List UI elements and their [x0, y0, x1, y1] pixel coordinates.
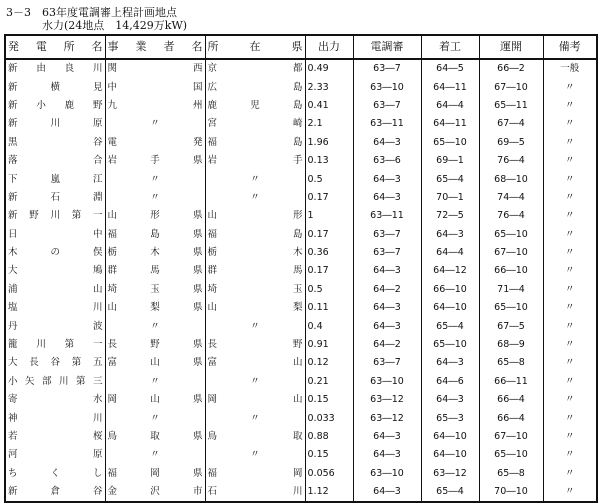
operation-date: 74―4	[479, 189, 543, 207]
table-row	[5, 134, 597, 152]
station-name: 籠川第一	[5, 336, 105, 354]
station-name: 新倉谷	[5, 483, 105, 502]
prefecture: 岩手	[205, 152, 305, 170]
operator-name: 福島県	[105, 226, 205, 244]
remarks: 〃	[543, 281, 597, 299]
operator-name: 金沢市	[105, 483, 205, 502]
output-value: 0.056	[305, 465, 353, 483]
operation-date: 65―10	[479, 446, 543, 464]
plan-table	[4, 34, 598, 503]
operation-date: 68―9	[479, 336, 543, 354]
table-row	[5, 281, 597, 299]
table-caption-number: 3－3 63年度電調審上程計画地点	[6, 6, 177, 19]
output-value: 0.11	[305, 299, 353, 317]
operator-name: 山梨県	[105, 299, 205, 317]
operator-name: 福岡県	[105, 465, 205, 483]
operator-name: 九州	[105, 97, 205, 115]
remarks: 〃	[543, 428, 597, 446]
station-name: 新小鹿野	[5, 97, 105, 115]
operator-name: 埼玉県	[105, 281, 205, 299]
output-value: 0.36	[305, 244, 353, 262]
prefecture: 栃木	[205, 244, 305, 262]
table-row	[5, 115, 597, 133]
operator-name: 〃	[105, 115, 205, 133]
remarks: 〃	[543, 354, 597, 372]
operation-date: 71―4	[479, 281, 543, 299]
construction-date: 64―6	[421, 373, 479, 391]
table-row	[5, 465, 597, 483]
output-value: 0.17	[305, 189, 353, 207]
header-remarks: 備考	[543, 35, 597, 59]
table-row	[5, 189, 597, 207]
council-date: 64―3	[353, 262, 421, 280]
construction-date: 72―5	[421, 207, 479, 225]
remarks: 〃	[543, 391, 597, 409]
prefecture: 群馬	[205, 262, 305, 280]
table-row	[5, 446, 597, 464]
construction-date: 65―4	[421, 483, 479, 502]
council-date: 64―2	[353, 336, 421, 354]
station-name: 寄水	[5, 391, 105, 409]
operator-name: 関西	[105, 59, 205, 78]
operation-date: 70―10	[479, 483, 543, 502]
construction-date: 64―11	[421, 115, 479, 133]
council-date: 63―7	[353, 59, 421, 78]
operation-date: 76―4	[479, 152, 543, 170]
table-row	[5, 207, 597, 225]
construction-date: 64―12	[421, 262, 479, 280]
header-operator: 事業者名	[105, 35, 205, 59]
council-date: 63―12	[353, 391, 421, 409]
council-date: 63―10	[353, 465, 421, 483]
prefecture: 〃	[205, 409, 305, 427]
construction-date: 65―4	[421, 170, 479, 188]
station-name: 新石淵	[5, 189, 105, 207]
council-date: 63―7	[353, 226, 421, 244]
station-name: 下嵐江	[5, 170, 105, 188]
table-row	[5, 354, 597, 372]
council-date: 63―7	[353, 354, 421, 372]
council-date: 63―7	[353, 97, 421, 115]
remarks: 〃	[543, 207, 597, 225]
remarks: 〃	[543, 465, 597, 483]
output-value: 0.4	[305, 317, 353, 335]
construction-date: 65―10	[421, 134, 479, 152]
council-date: 64―3	[353, 299, 421, 317]
station-name: 神川	[5, 409, 105, 427]
council-date: 63―6	[353, 152, 421, 170]
council-date: 64―3	[353, 446, 421, 464]
prefecture: 〃	[205, 317, 305, 335]
operator-name: 岡山県	[105, 391, 205, 409]
prefecture: 富山	[205, 354, 305, 372]
prefecture: 福島	[205, 226, 305, 244]
prefecture: 山形	[205, 207, 305, 225]
remarks: 〃	[543, 299, 597, 317]
operator-name: 〃	[105, 446, 205, 464]
remarks: 〃	[543, 373, 597, 391]
prefecture: 鹿児島	[205, 97, 305, 115]
council-date: 63―10	[353, 373, 421, 391]
council-date: 63―11	[353, 115, 421, 133]
output-value: 0.41	[305, 97, 353, 115]
remarks: 〃	[543, 336, 597, 354]
output-value: 0.15	[305, 391, 353, 409]
construction-date: 64―10	[421, 446, 479, 464]
output-value: 2.33	[305, 78, 353, 96]
header-output: 出力	[305, 35, 353, 59]
station-name: 大鳩	[5, 262, 105, 280]
council-date: 63―11	[353, 207, 421, 225]
remarks: 〃	[543, 170, 597, 188]
table-row	[5, 97, 597, 115]
station-name: 丹波	[5, 317, 105, 335]
output-value: 0.17	[305, 262, 353, 280]
table-row	[5, 336, 597, 354]
output-value: 1.12	[305, 483, 353, 502]
station-name: 日中	[5, 226, 105, 244]
construction-date: 66―10	[421, 281, 479, 299]
output-value: 0.5	[305, 281, 353, 299]
operation-date: 65―8	[479, 465, 543, 483]
remarks: 〃	[543, 226, 597, 244]
table-row	[5, 428, 597, 446]
header-council: 電調審	[353, 35, 421, 59]
output-value: 1	[305, 207, 353, 225]
table-row	[5, 299, 597, 317]
station-name: 浦山	[5, 281, 105, 299]
council-date: 64―3	[353, 428, 421, 446]
operator-name: 栃木県	[105, 244, 205, 262]
station-name: 河原	[5, 446, 105, 464]
operator-name: 〃	[105, 373, 205, 391]
prefecture: 宮崎	[205, 115, 305, 133]
prefecture: 長野	[205, 336, 305, 354]
operator-name: 〃	[105, 189, 205, 207]
prefecture: 鳥取	[205, 428, 305, 446]
table-row	[5, 78, 597, 96]
council-date: 64―3	[353, 134, 421, 152]
remarks: 〃	[543, 152, 597, 170]
council-date: 64―3	[353, 189, 421, 207]
remarks: 〃	[543, 244, 597, 262]
construction-date: 65―3	[421, 409, 479, 427]
header-operation: 運開	[479, 35, 543, 59]
operation-date: 68―10	[479, 170, 543, 188]
header-prefecture: 所在県	[205, 35, 305, 59]
construction-date: 70―1	[421, 189, 479, 207]
operation-date: 65―10	[479, 299, 543, 317]
construction-date: 64―4	[421, 244, 479, 262]
output-value: 0.033	[305, 409, 353, 427]
output-value: 0.5	[305, 170, 353, 188]
operator-name: 山形県	[105, 207, 205, 225]
table-row	[5, 262, 597, 280]
station-name: 黒谷	[5, 134, 105, 152]
operation-date: 67―10	[479, 428, 543, 446]
station-name: 大長谷第五	[5, 354, 105, 372]
council-date: 64―2	[353, 281, 421, 299]
header-station: 発電所名	[5, 35, 105, 59]
operation-date: 66―10	[479, 262, 543, 280]
prefecture: 京都	[205, 59, 305, 78]
station-name: 塩川	[5, 299, 105, 317]
output-value: 0.88	[305, 428, 353, 446]
council-date: 63―7	[353, 244, 421, 262]
operator-name: 鳥取県	[105, 428, 205, 446]
construction-date: 64―3	[421, 354, 479, 372]
operation-date: 65―8	[479, 354, 543, 372]
table-row	[5, 317, 597, 335]
station-name: 新川原	[5, 115, 105, 133]
construction-date: 65―4	[421, 317, 479, 335]
station-name: 新横見	[5, 78, 105, 96]
table-row	[5, 226, 597, 244]
station-name: 落合	[5, 152, 105, 170]
remarks: 〃	[543, 134, 597, 152]
header-construction: 着工	[421, 35, 479, 59]
table-row	[5, 170, 597, 188]
station-name: 新野川第一	[5, 207, 105, 225]
output-value: 0.21	[305, 373, 353, 391]
station-name: 小矢部川第三	[5, 373, 105, 391]
prefecture: 〃	[205, 373, 305, 391]
operation-date: 65―10	[479, 226, 543, 244]
remarks: 〃	[543, 78, 597, 96]
station-name: ちくし	[5, 465, 105, 483]
remarks: 〃	[543, 409, 597, 427]
prefecture: 埼玉	[205, 281, 305, 299]
construction-date: 64―10	[421, 428, 479, 446]
prefecture: 山梨	[205, 299, 305, 317]
operation-date: 66―4	[479, 409, 543, 427]
prefecture: 〃	[205, 446, 305, 464]
output-value: 0.15	[305, 446, 353, 464]
prefecture: 石川	[205, 483, 305, 502]
output-value: 0.17	[305, 226, 353, 244]
table-row	[5, 391, 597, 409]
operator-name: 長野県	[105, 336, 205, 354]
operation-date: 76―4	[479, 207, 543, 225]
construction-date: 64―5	[421, 59, 479, 78]
operator-name: 電発	[105, 134, 205, 152]
prefecture: 〃	[205, 189, 305, 207]
table-caption-summary: 水力(24地点 14,429万kW)	[42, 19, 188, 32]
table-row	[5, 373, 597, 391]
remarks: 〃	[543, 115, 597, 133]
prefecture: 福岡	[205, 465, 305, 483]
remarks: 〃	[543, 262, 597, 280]
output-value: 0.91	[305, 336, 353, 354]
council-date: 64―3	[353, 317, 421, 335]
remarks: 〃	[543, 483, 597, 502]
council-date: 63―12	[353, 409, 421, 427]
prefecture: 広島	[205, 78, 305, 96]
remarks: 〃	[543, 97, 597, 115]
operator-name: 〃	[105, 170, 205, 188]
operator-name: 群馬県	[105, 262, 205, 280]
operation-date: 65―11	[479, 97, 543, 115]
operator-name: 〃	[105, 317, 205, 335]
construction-date: 64―10	[421, 299, 479, 317]
operation-date: 66―11	[479, 373, 543, 391]
header-row	[5, 35, 597, 59]
operation-date: 66―4	[479, 391, 543, 409]
station-name: 若桜	[5, 428, 105, 446]
operation-date: 67―10	[479, 78, 543, 96]
construction-date: 64―4	[421, 97, 479, 115]
council-date: 64―3	[353, 483, 421, 502]
prefecture: 岡山	[205, 391, 305, 409]
remarks: 〃	[543, 317, 597, 335]
operator-name: 岩手県	[105, 152, 205, 170]
table-row	[5, 59, 597, 78]
remarks: 一般	[543, 59, 597, 78]
station-name: 新由良川	[5, 59, 105, 78]
operator-name: 富山県	[105, 354, 205, 372]
operation-date: 66―2	[479, 59, 543, 78]
operator-name: 中国	[105, 78, 205, 96]
output-value: 1.96	[305, 134, 353, 152]
output-value: 2.1	[305, 115, 353, 133]
construction-date: 69―1	[421, 152, 479, 170]
operation-date: 67―4	[479, 115, 543, 133]
prefecture: 福島	[205, 134, 305, 152]
operation-date: 67―10	[479, 244, 543, 262]
table-row	[5, 152, 597, 170]
output-value: 0.49	[305, 59, 353, 78]
construction-date: 64―3	[421, 226, 479, 244]
prefecture: 〃	[205, 170, 305, 188]
table-row	[5, 409, 597, 427]
operator-name: 〃	[105, 409, 205, 427]
construction-date: 63―12	[421, 465, 479, 483]
output-value: 0.13	[305, 152, 353, 170]
construction-date: 64―3	[421, 391, 479, 409]
station-name: 木の俣	[5, 244, 105, 262]
construction-date: 65―10	[421, 336, 479, 354]
table-row	[5, 244, 597, 262]
council-date: 63―10	[353, 78, 421, 96]
remarks: 〃	[543, 189, 597, 207]
council-date: 64―3	[353, 170, 421, 188]
construction-date: 64―11	[421, 78, 479, 96]
output-value: 0.12	[305, 354, 353, 372]
operation-date: 67―5	[479, 317, 543, 335]
remarks: 〃	[543, 446, 597, 464]
operation-date: 69―5	[479, 134, 543, 152]
